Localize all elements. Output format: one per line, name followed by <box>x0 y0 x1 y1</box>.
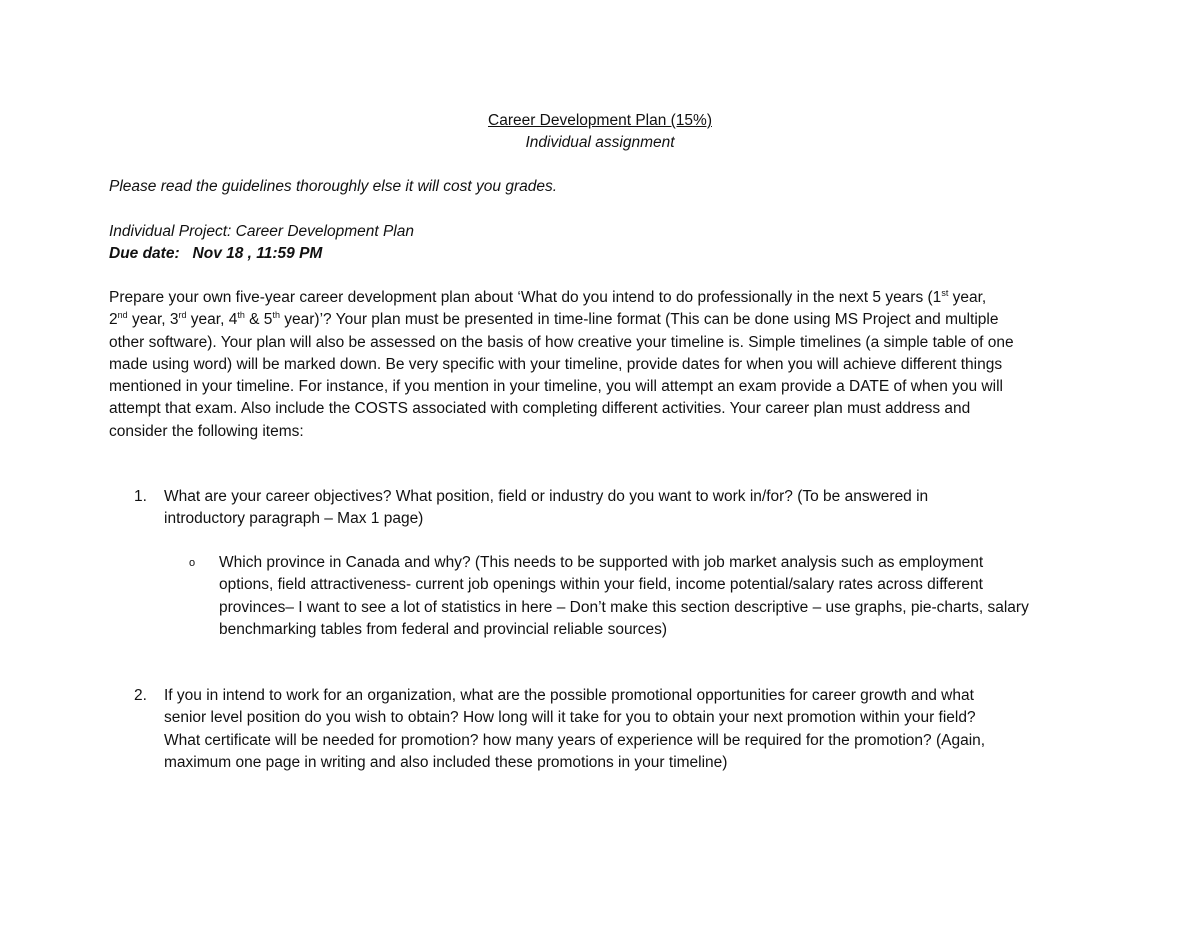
list-item-number: 2. <box>134 687 147 704</box>
intro-line: attempt that exam. Also include the COSTS associated with completing different activities. Your career plan must address and <box>109 400 971 418</box>
list-item-line: introductory paragraph – Max 1 page) <box>164 510 424 528</box>
intro-line: mentioned in your timeline. For instance, if you mention in your timeline, you will attempt an exam provide a DATE of when you will <box>109 378 1003 396</box>
sub-list-item-line: options, field attractiveness- current job openings within your field, income potential/salary rates across different <box>219 576 983 594</box>
bullet-icon: o <box>189 557 196 569</box>
list-item-line: senior level position do you wish to obtain? How long will it take for you to obtain your next promotion within your field? <box>164 709 976 727</box>
intro-line: other software). Your plan will also be assessed on the basis of how creative your timeline is. Simple timelines (a simple table of one <box>109 333 1014 351</box>
list-item-number: 1. <box>134 488 147 505</box>
document-subtitle: Individual assignment <box>525 134 675 151</box>
intro-paragraph <box>109 287 1099 443</box>
list-item-line: What are your career objectives? What position, field or industry do you want to work in/for? (To be answered in <box>164 488 929 505</box>
sub-list-item-line: provinces– I want to see a lot of statistics in here – Don’t make this section descriptive – use graphs, pie-charts, salary <box>219 598 1029 616</box>
intro-line: 2nd year, 3rd year, 4th & 5th year)’? Your plan must be presented in time-line format (This can be done using MS Project and multiple <box>109 310 999 329</box>
list-item-line: What certificate will be needed for promotion? how many years of experience will be required for the promotion? (Again, <box>164 731 986 749</box>
sub-list-item-line: Which province in Canada and why? (This needs to be supported with job market analysis such as employment <box>219 554 984 571</box>
list-item-line: If you in intend to work for an organization, what are the possible promotional opportunities for career growth and what <box>164 687 974 704</box>
project-name: Individual Project: Career Development Plan <box>109 223 414 240</box>
due-date: Due date: Nov 18 , 11:59 PM <box>109 245 323 262</box>
intro-line: Prepare your own five-year career development plan about ‘What do you intend to do professionally in the next 5 years (1st year, <box>109 287 987 306</box>
list-item-line: maximum one page in writing and also included these promotions in your timeline) <box>164 753 728 771</box>
intro-line: consider the following items: <box>109 422 304 440</box>
document-title: Career Development Plan (15%) <box>488 112 712 129</box>
sub-list-item-line: benchmarking tables from federal and provincial reliable sources) <box>219 620 668 638</box>
list-item-text <box>164 685 1094 774</box>
sub-list-item-text <box>219 552 1099 641</box>
list-item-text <box>164 486 1094 531</box>
intro-line: made using word) will be marked down. Be very specific with your timeline, provide dates for when you will achieve different things <box>109 355 1003 373</box>
title-block <box>0 110 1200 154</box>
guideline-note: Please read the guidelines thoroughly else it will cost you grades. <box>109 178 558 195</box>
